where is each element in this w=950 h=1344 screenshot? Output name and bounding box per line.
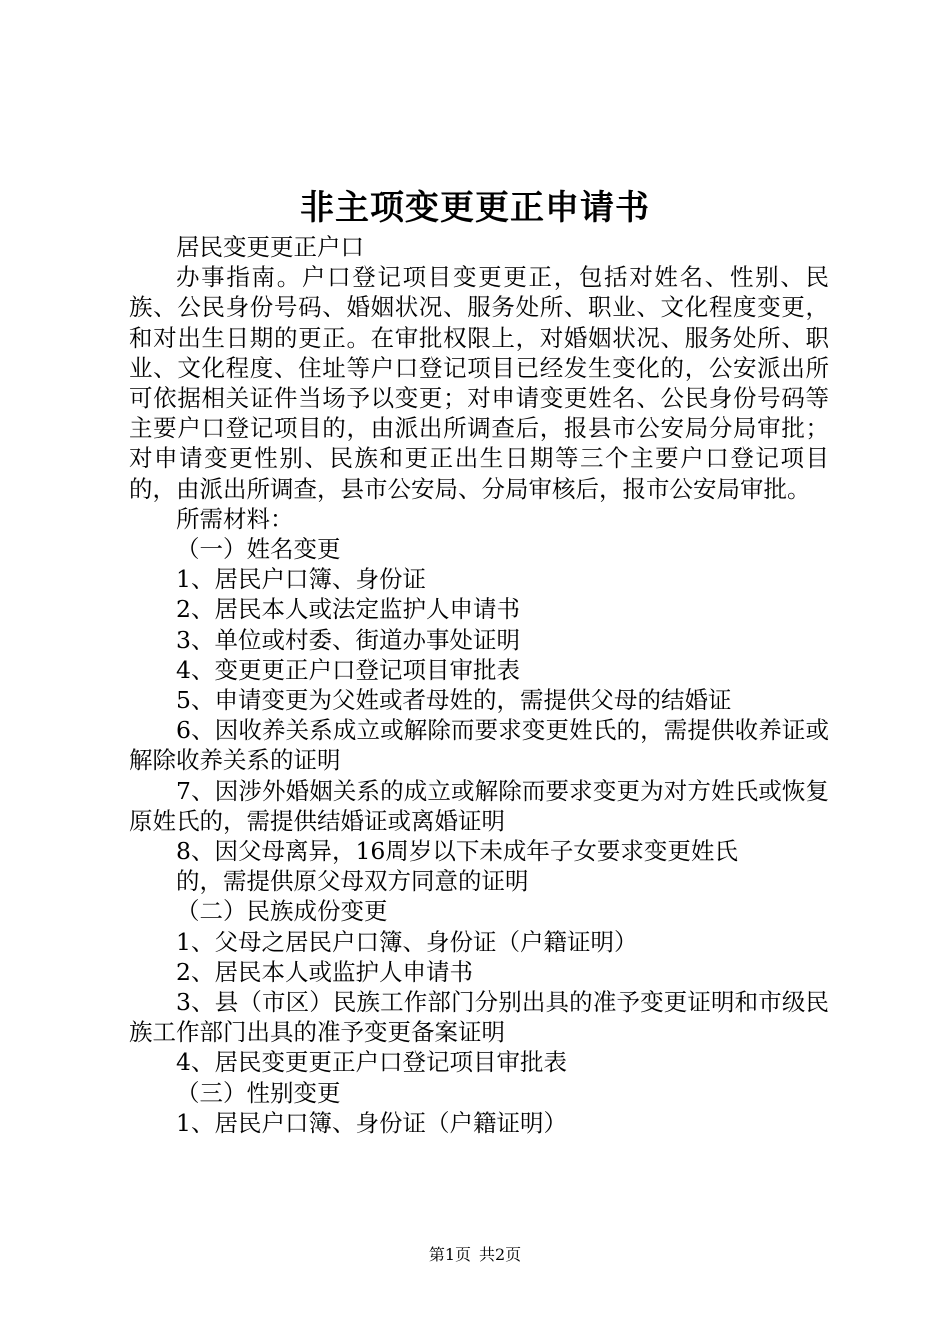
- list-item: 4、变更更正户口登记项目审批表: [176, 655, 520, 684]
- list-item: 1、父母之居民户口簿、身份证（户籍证明）: [176, 927, 638, 956]
- list-item: 8、因父母离异，16周岁以下未成年子女要求变更姓氏: [176, 837, 738, 866]
- document-body: [129, 232, 829, 1138]
- list-item: 1、居民户口簿、身份证（户籍证明）: [176, 1108, 567, 1137]
- list-item: 2、居民本人或法定监护人申请书: [176, 595, 520, 624]
- section-heading: （三）性别变更: [176, 1078, 341, 1107]
- page-total: 共2页: [479, 1245, 522, 1264]
- page-title: 非主项变更更正申请书: [300, 188, 650, 228]
- list-item: 2、居民本人或监护人申请书: [176, 957, 473, 986]
- list-item: 5、申请变更为父姓或者母姓的，需提供父母的结婚证: [176, 686, 732, 715]
- list-item-continuation: 的，需提供原父母双方同意的证明: [176, 867, 529, 896]
- list-item: 4、居民变更更正户口登记项目审批表: [176, 1048, 567, 1077]
- list-item: 1、居民户口簿、身份证: [176, 565, 426, 594]
- section-heading: （二）民族成份变更: [176, 897, 388, 926]
- page-number: 第1页: [428, 1245, 471, 1264]
- paragraph: 所需材料：: [176, 504, 294, 533]
- paragraph: 居民变更更正户口: [176, 233, 364, 261]
- list-item: 3、县（市区）民族工作部门分别出具的准予变更证明和市级民族工作部门出具的准予变更备案证明: [129, 988, 829, 1047]
- paragraph: 办事指南。户口登记项目变更更正，包括对姓名、性别、民族、公民身份号码、婚姻状况、服务处所、职业、文化程度变更，和对出生日期的更正。在审批权限上，对婚姻状况、服务处所、职业、文化程度、住址等户口登记项目已经发生变化的，公安派出所可依据相关证件当场予以变更；对申请变更姓名、公民身份号码等主要户口登记项目的，由派出所调查后，报县市公安局分局审批；对申请变更性别、民族和更正出生日期等三个主要户口登记项目的，由派出所调查，县市公安局、分局审核后，报市公安局审批。: [129, 263, 829, 503]
- list-item: 6、因收养关系成立或解除而要求变更姓氏的，需提供收养证或解除收养关系的证明: [129, 716, 829, 775]
- list-item: 3、单位或村委、街道办事处证明: [176, 625, 520, 654]
- list-item: 7、因涉外婚姻关系的成立或解除而要求变更为对方姓氏或恢复原姓氏的，需提供结婚证或离婚证明: [129, 776, 829, 835]
- page-footer: [0, 1244, 950, 1266]
- section-heading: （一）姓名变更: [176, 535, 341, 564]
